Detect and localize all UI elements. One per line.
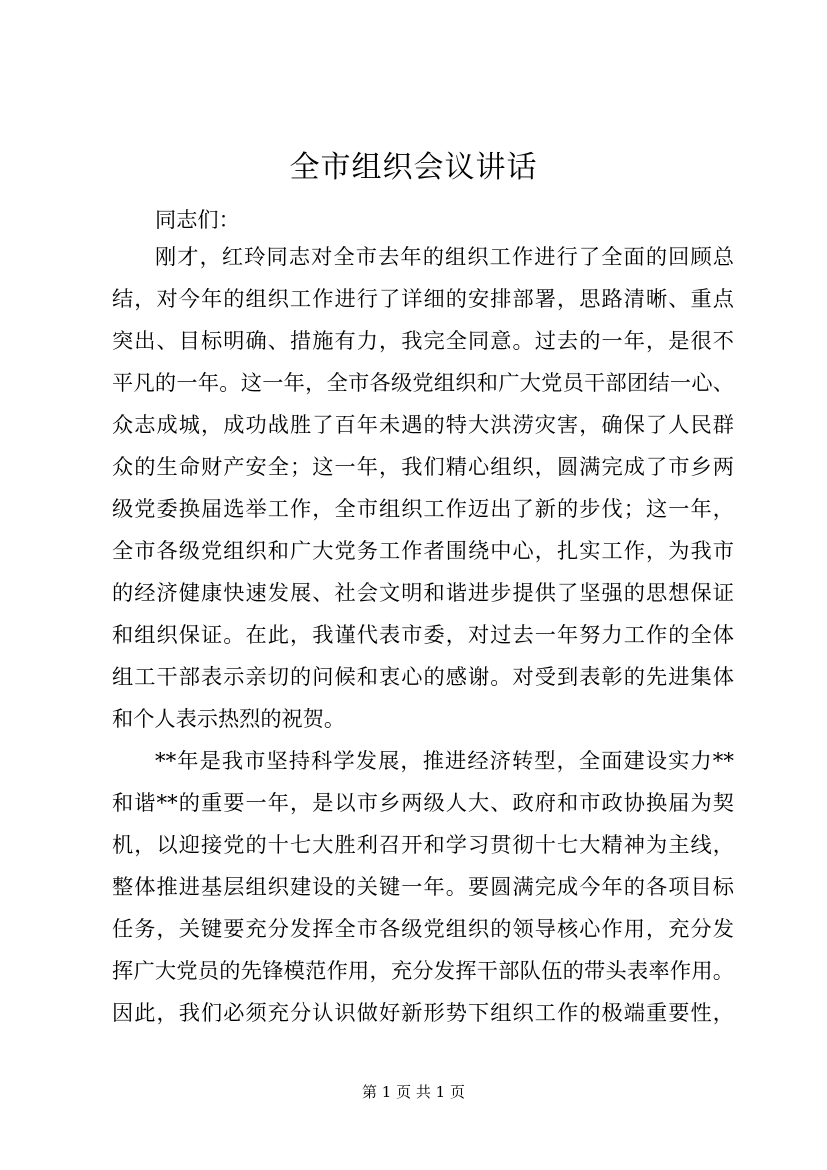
paragraph-line: 和谐**的重要一年，是以市乡两级人大、政府和市政协换届为契 (112, 790, 734, 815)
paragraph-line: 结，对今年的组织工作进行了详细的安排部署，思路清晰、重点 (112, 286, 734, 311)
paragraph-line: 众的生命财产安全；这一年，我们精心组织，圆满完成了市乡两 (112, 454, 734, 479)
paragraph-line: 和组织保证。在此，我谨代表市委，对过去一年努力工作的全体 (112, 622, 734, 647)
paragraph-line: 级党委换届选举工作，全市组织工作迈出了新的步伐；这一年， (112, 496, 734, 521)
paragraph-line: 任务，关键要充分发挥全市各级党组织的领导核心作用，充分发 (112, 916, 734, 941)
paragraph-line: **年是我市坚持科学发展，推进经济转型，全面建设实力** (155, 748, 734, 773)
paragraph-line: 全市各级党组织和广大党务工作者围绕中心，扎实工作，为我市 (112, 538, 734, 563)
greeting: 同志们： (155, 207, 240, 232)
paragraph-line: 和个人表示热烈的祝贺。 (112, 706, 346, 731)
page-number-footer: 第 1 页 共 1 页 (362, 1083, 465, 1101)
paragraph-line: 平凡的一年。这一年，全市各级党组织和广大党员干部团结一心、 (112, 370, 734, 395)
paragraph-line: 的经济健康快速发展、社会文明和谐进步提供了坚强的思想保证 (112, 580, 734, 605)
paragraph-line: 挥广大党员的先锋模范作用，充分发挥干部队伍的带头表率作用。 (112, 958, 734, 983)
paragraph-line: 众志成城，成功战胜了百年未遇的特大洪涝灾害，确保了人民群 (112, 412, 734, 437)
paragraph-line: 突出、目标明确、措施有力，我完全同意。过去的一年，是很不 (112, 328, 734, 353)
paragraph-line: 整体推进基层组织建设的关键一年。要圆满完成今年的各项目标 (112, 874, 734, 899)
paragraph-line: 机，以迎接党的十七大胜利召开和学习贯彻十七大精神为主线， (112, 832, 734, 857)
paragraph-line: 组工干部表示亲切的问候和衷心的感谢。对受到表彰的先进集体 (112, 664, 734, 689)
paragraph-line: 因此，我们必须充分认识做好新形势下组织工作的极端重要性， (112, 1000, 734, 1025)
document-title: 全市组织会议讲话 (289, 150, 538, 185)
paragraph-line: 刚才，红玲同志对全市去年的组织工作进行了全面的回顾总 (155, 244, 734, 269)
